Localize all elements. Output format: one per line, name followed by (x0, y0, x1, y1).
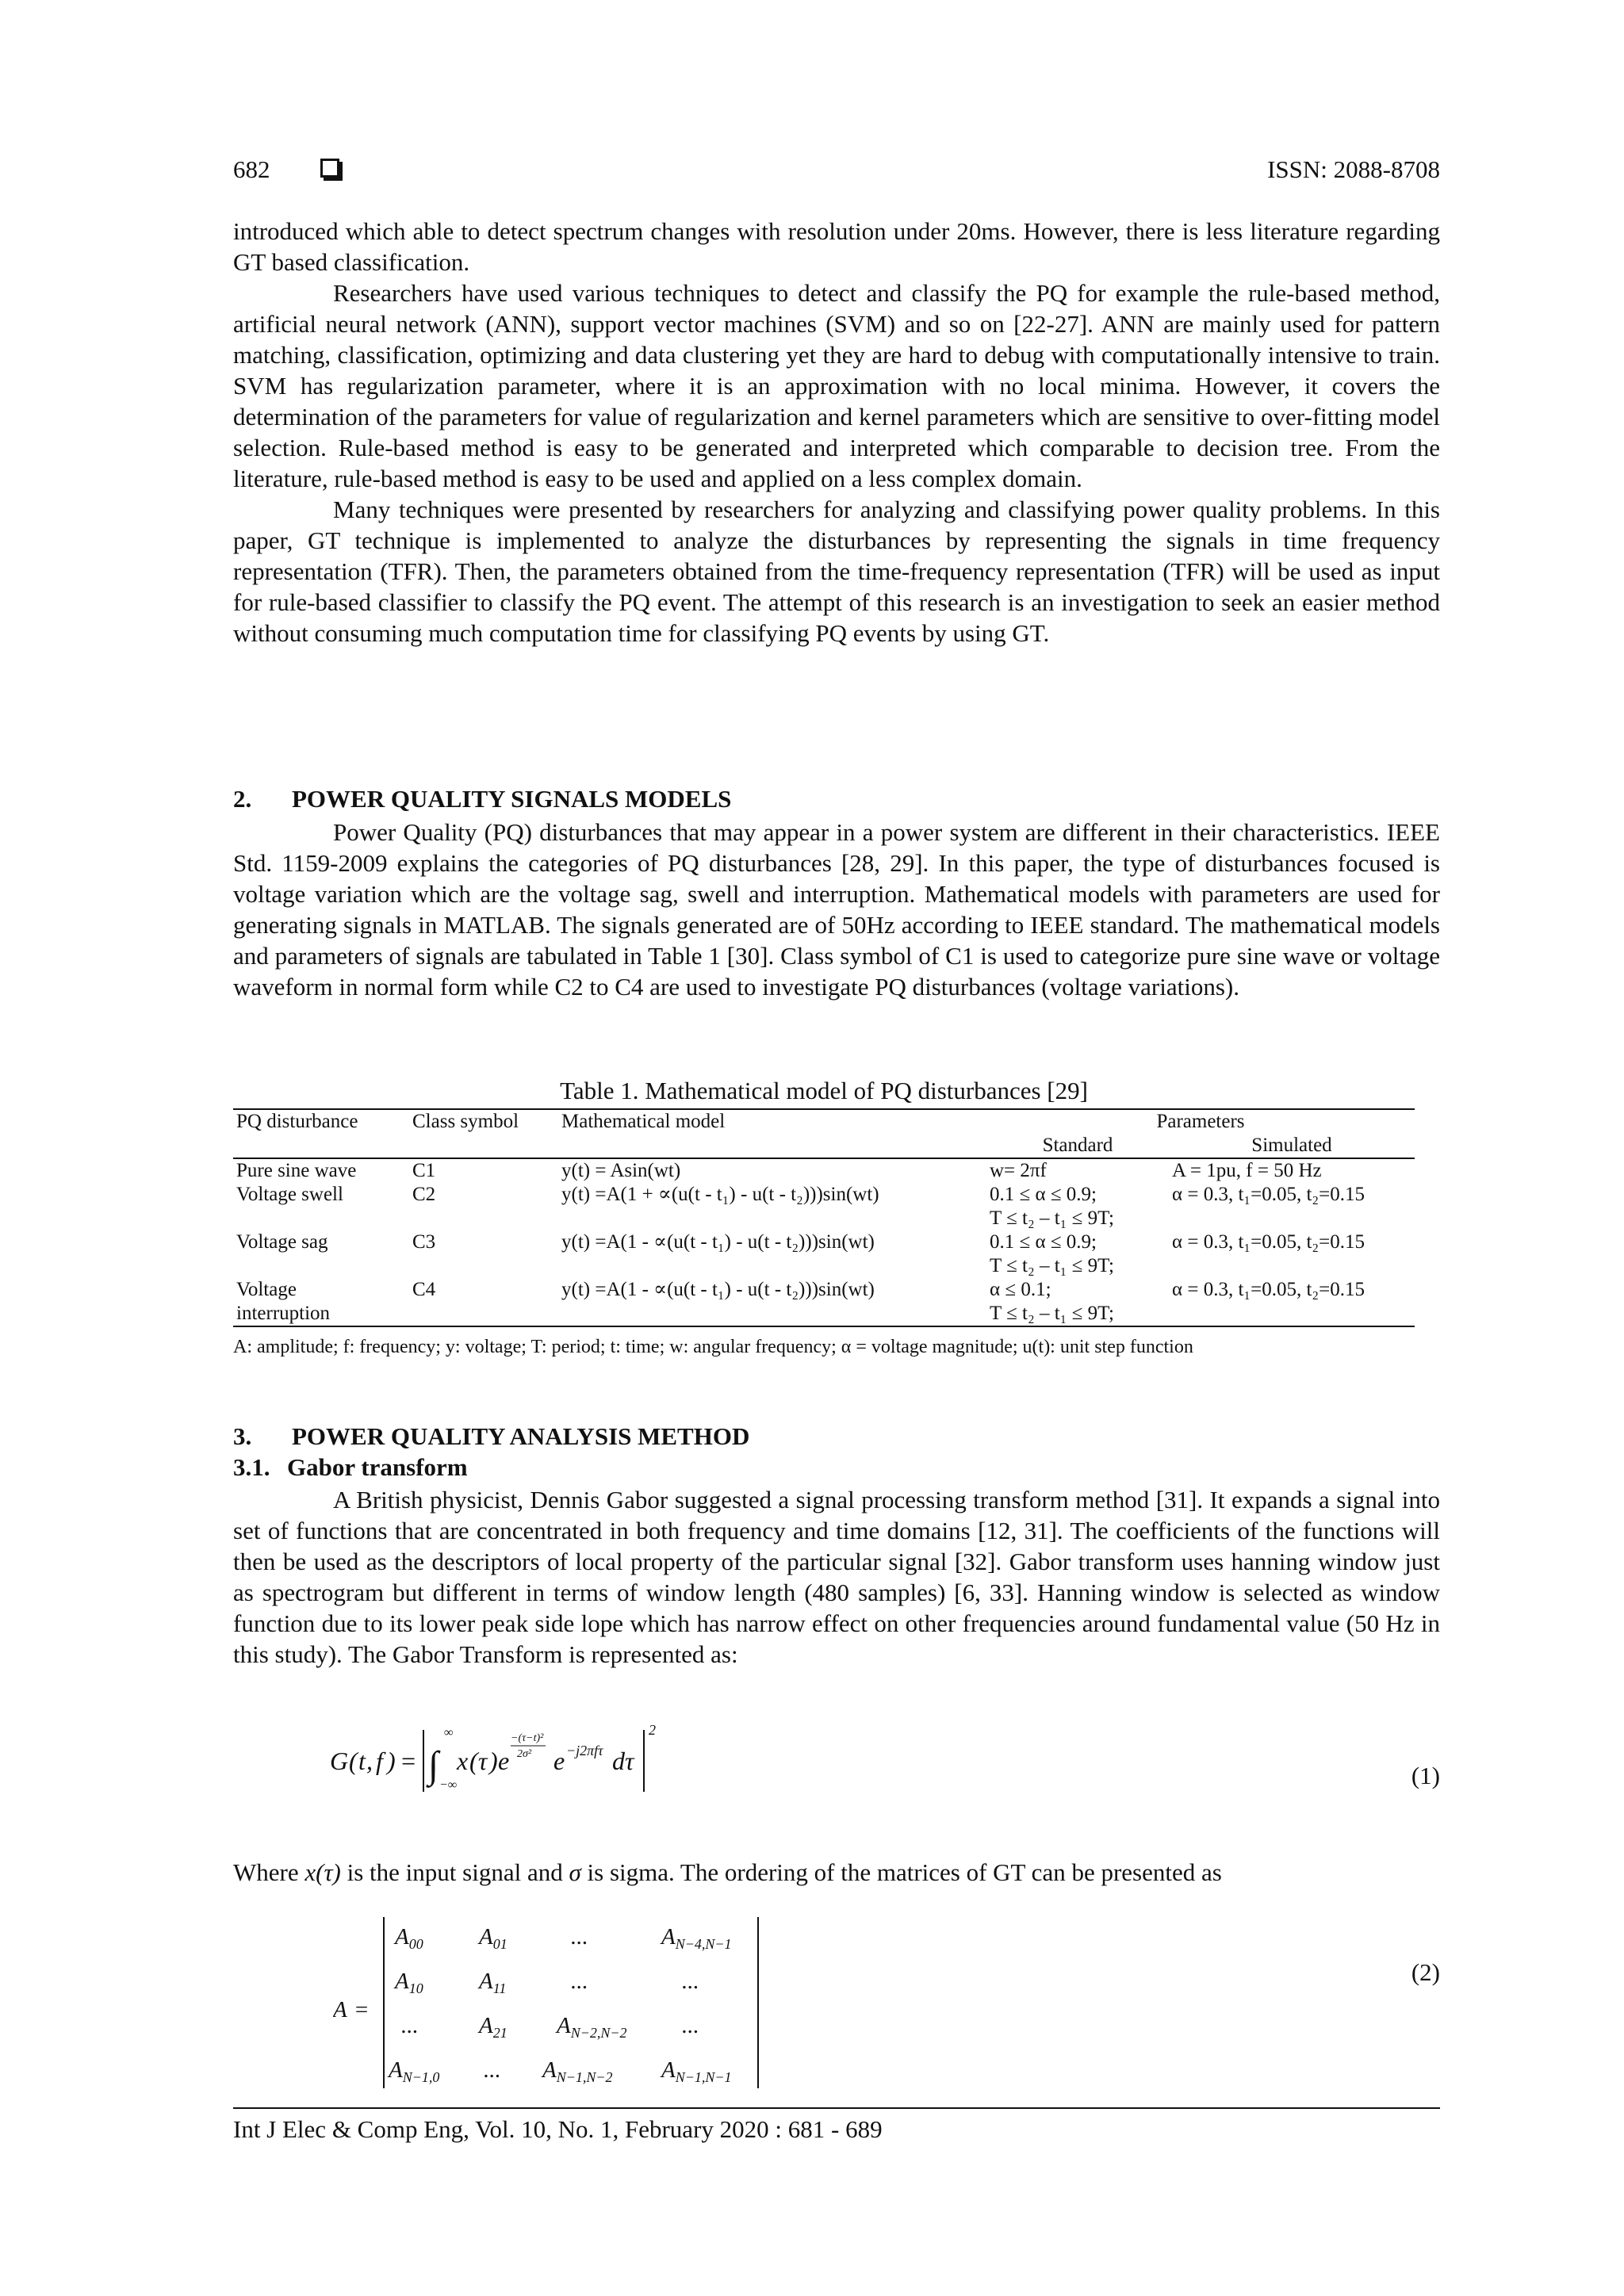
svg-text:A: A (333, 1997, 347, 2022)
svg-text:A11: $A_{11}$ (479, 1969, 507, 1996)
table-cell: C4 (412, 1279, 436, 1300)
table-header-row (233, 1109, 1415, 1134)
where-mid: is the input signal and (347, 1858, 563, 1886)
table-row (233, 1230, 1415, 1278)
gabor-transform-equation (330, 1712, 742, 1800)
svg-text:−∞: −∞ (439, 1778, 458, 1792)
svg-text:AN−1,N−2: $A_{N-1,N-2}$ (542, 2057, 613, 2085)
gt-matrix (333, 1912, 777, 2095)
cell-line: T ≤ t₂ – t₁ ≤ 9T; (990, 1255, 1114, 1276)
svg-text:f: f (376, 1747, 383, 1775)
table-cell: C2 (412, 1184, 436, 1205)
section-2-paragraph: Power Quality (PQ) disturbances that may appear in a power system are different in their characteristics. IEEE Std. 1159-2009 explains the categories of PQ disturbances [28, 29]. In this paper, the type of disturbances focused is voltage variation which are the voltage sag, swell and interruption. Mathematical models with parameters are used for generating signals in MATLAB. The signals generated are of 50Hz according to IEEE standard. The mathematical models and parameters of signals are tabulated in Table 1 [30]. Class symbol of C1 is used to categorize pure sine wave or voltage waveform in normal form while C2 to C4 are used to investigate PQ disturbances (voltage variations). (233, 818, 1440, 1001)
svg-text:e: e (553, 1747, 565, 1775)
svg-text:...: ... (571, 1969, 588, 1994)
where-suffix: is sigma. The ordering of the matrices of GT can be presented as (587, 1858, 1222, 1886)
table-cell (233, 1278, 409, 1326)
intro-paragraph-3: Many techniques were presented by researchers for analyzing and classifying power quality problems. In this paper, GT technique is implemented to analyze the disturbances by representing the signals in time frequency representation (TFR). Then, the parameters obtained from the time-frequency representation (TFR) will be used as input for rule-based classifier to classify the PQ event. The attempt of this research is an investigation to seek an easier method without consuming much computation time for classifying PQ events by using GT. (233, 496, 1440, 647)
svg-text:A21: $A_{21}$ (479, 2013, 508, 2041)
table-cell (986, 1230, 1169, 1278)
header-cell: Class symbol (412, 1111, 519, 1132)
page-number: 682 (233, 155, 270, 183)
svg-text:,: , (366, 1747, 373, 1775)
x-tau-symbol: x(τ) (304, 1858, 341, 1886)
header-cell: Mathematical model (561, 1111, 726, 1132)
header-cell: Parameters (1156, 1111, 1245, 1132)
table-cell: α = 0.3, t₁=0.05, t₂=0.15 (1172, 1231, 1365, 1253)
section-2-heading (233, 785, 731, 813)
section-number: 3. (233, 1422, 252, 1450)
equation-1 (330, 1712, 742, 1804)
section-3-heading (233, 1422, 749, 1451)
svg-text:A01: $A_{01}$ (479, 1924, 508, 1952)
checkbox-square-icon (320, 159, 339, 178)
svg-text:A00: $A_{00}$ (395, 1924, 423, 1952)
table-subheader-row (233, 1134, 1415, 1158)
svg-text:(: ( (349, 1747, 358, 1775)
table-cell: y(t) =A(1 - ∝(u(t - t₁) - u(t - t₂)))sin(wt) (561, 1279, 875, 1300)
svg-text:∫: ∫ (428, 1744, 439, 1786)
svg-text:2: 2 (649, 1722, 656, 1738)
svg-text:−j2πfτ: −j2πfτ (566, 1743, 603, 1758)
header-cell: Standard (986, 1134, 1169, 1158)
pq-table (233, 1108, 1415, 1327)
cell-line: Voltage (236, 1279, 297, 1300)
equation-1-number: (1) (1411, 1762, 1440, 1789)
cell-line: T ≤ t₂ – t₁ ≤ 9T; (990, 1207, 1114, 1229)
table-cell: Pure sine wave (236, 1160, 357, 1181)
subsection-3-1-heading (233, 1453, 468, 1482)
svg-text:−(τ−t)²: −(τ−t)² (511, 1732, 544, 1744)
table-cell: Voltage swell (236, 1184, 343, 1205)
section-3-paragraph: A British physicist, Dennis Gabor suggested a signal processing transform method [31]. It expands a signal into set of functions that are concentrated in both frequency and time domains [12, 31]. The coefficients of the functions will then be used as the descriptors of local property of the particular signal [32]. Gabor transform uses hanning window just as spectrogram but different in terms of window length (480 samples) [6, 33]. Hanning window is selected as window function due to its lower peak side lope which has narrow effect on other frequencies around fundamental value (50 Hz in this study). The Gabor Transform is represented as: (233, 1486, 1440, 1668)
table-cell: y(t) = Asin(wt) (561, 1160, 681, 1181)
footer-rule (233, 2107, 1440, 2109)
svg-text:AN−1,N−1: $A_{N-1,N-1}$ (661, 2057, 732, 2085)
section-2-text (233, 817, 1440, 1002)
svg-text:(: ( (469, 1747, 478, 1775)
table-cell: C3 (412, 1231, 436, 1253)
svg-text:2σ²: 2σ² (517, 1748, 532, 1760)
table-cell: y(t) =A(1 + ∝(u(t - t₁) - u(t - t₂)))sin(wt) (561, 1184, 879, 1205)
svg-text:...: ... (401, 2013, 419, 2038)
svg-text:G: G (330, 1747, 349, 1775)
svg-text:t: t (358, 1747, 366, 1775)
svg-text:A10: $A_{10}$ (395, 1969, 423, 1996)
svg-text:=: = (400, 1747, 417, 1775)
table-title: Table 1. Mathematical model of PQ disturbances [29] (560, 1077, 1088, 1104)
issn: ISSN: 2088-8708 (1267, 155, 1440, 183)
svg-text:AN−2,N−2: $A_{N-2,N-2}$ (557, 2013, 627, 2041)
intro-paragraph-1: introduced which able to detect spectrum changes with resolution under 20ms. However, there is less literature regarding GT based classification. (233, 217, 1440, 276)
section-title: POWER QUALITY SIGNALS MODELS (292, 785, 732, 813)
svg-text:τ: τ (478, 1747, 488, 1775)
equation-2-number: (2) (1411, 1958, 1440, 1986)
table-cell: Voltage sag (236, 1231, 328, 1253)
equation-2 (333, 1912, 777, 2101)
svg-text:...: ... (571, 1924, 588, 1950)
subsection-number: 3.1. (233, 1453, 270, 1481)
table-row (233, 1183, 1415, 1230)
header-cell: PQ disturbance (236, 1111, 358, 1132)
section-3-text (233, 1484, 1440, 1670)
svg-text:AN−4,N−1: $A_{N-4,N-1}$ (661, 1924, 732, 1952)
page-footer: Int J Elec & Comp Eng, Vol. 10, No. 1, February 2020 : 681 - 689 (233, 2115, 883, 2143)
intro-paragraph-2: Researchers have used various techniques to detect and classify the PQ for example the rule-based method, artificial neural network (ANN), support vector machines (SVM) and so on [22-27]. ANN are mainly used for pattern matching, classification, optimizing and data clustering yet they are hard to debug with computationally intensive to train. SVM has regularization parameter, where it is an approximation with no local minima. However, it covers the determination of the parameters for value of regularization and kernel parameters which are sensitive to over-fitting model selection. Rule-based method is easy to be generated and interpreted which comparable to decision tree. From the literature, rule-based method is easy to be used and applied on a less complex domain. (233, 279, 1440, 492)
table-cell: α = 0.3, t₁=0.05, t₂=0.15 (1172, 1184, 1365, 1205)
svg-text:∞: ∞ (444, 1726, 454, 1739)
svg-text:...: ... (484, 2057, 501, 2083)
subsection-title: Gabor transform (287, 1453, 468, 1481)
cell-line: interruption (236, 1303, 331, 1324)
table-cell: C1 (412, 1160, 436, 1181)
svg-text:AN−1,0: $A_{N-1,0}$ (389, 2057, 440, 2085)
where-line (233, 1858, 1222, 1887)
cell-line: 0.1 ≤ α ≤ 0.9; (990, 1231, 1097, 1253)
cell-line: T ≤ t₂ – t₁ ≤ 9T; (990, 1303, 1114, 1324)
table-cell: w= 2πf (990, 1160, 1047, 1181)
table-cell (986, 1183, 1169, 1230)
svg-text:x: x (457, 1747, 469, 1775)
cell-line: 0.1 ≤ α ≤ 0.9; (990, 1184, 1097, 1205)
sigma-symbol: σ (569, 1858, 581, 1886)
page-header (233, 155, 1440, 190)
table-cell: A = 1pu, f = 50 Hz (1172, 1160, 1322, 1181)
svg-text:...: ... (682, 2013, 699, 2038)
svg-text:=: = (354, 1997, 370, 2022)
svg-text:e: e (498, 1747, 510, 1775)
svg-text:): ) (489, 1747, 498, 1775)
svg-text:...: ... (682, 1969, 699, 1994)
table-cell: y(t) =A(1 - ∝(u(t - t₁) - u(t - t₂)))sin(wt) (561, 1231, 875, 1253)
section-title: POWER QUALITY ANALYSIS METHOD (292, 1422, 750, 1450)
intro-text (233, 216, 1440, 649)
section-number: 2. (233, 785, 252, 813)
svg-text:dτ: dτ (612, 1747, 634, 1775)
where-prefix: Where (233, 1858, 299, 1886)
table-row (233, 1278, 1415, 1326)
table-cell: α = 0.3, t₁=0.05, t₂=0.15 (1172, 1279, 1365, 1300)
header-cell: Simulated (1169, 1134, 1415, 1158)
cell-line: α ≤ 0.1; (990, 1279, 1051, 1300)
table-note: A: amplitude; f: frequency; y: voltage; T: period; t: time; w: angular frequency; α = voltage magnitude; u(t): unit step function (233, 1337, 1193, 1357)
table-cell (986, 1278, 1169, 1326)
table-row (233, 1158, 1415, 1183)
svg-text:): ) (387, 1747, 396, 1775)
